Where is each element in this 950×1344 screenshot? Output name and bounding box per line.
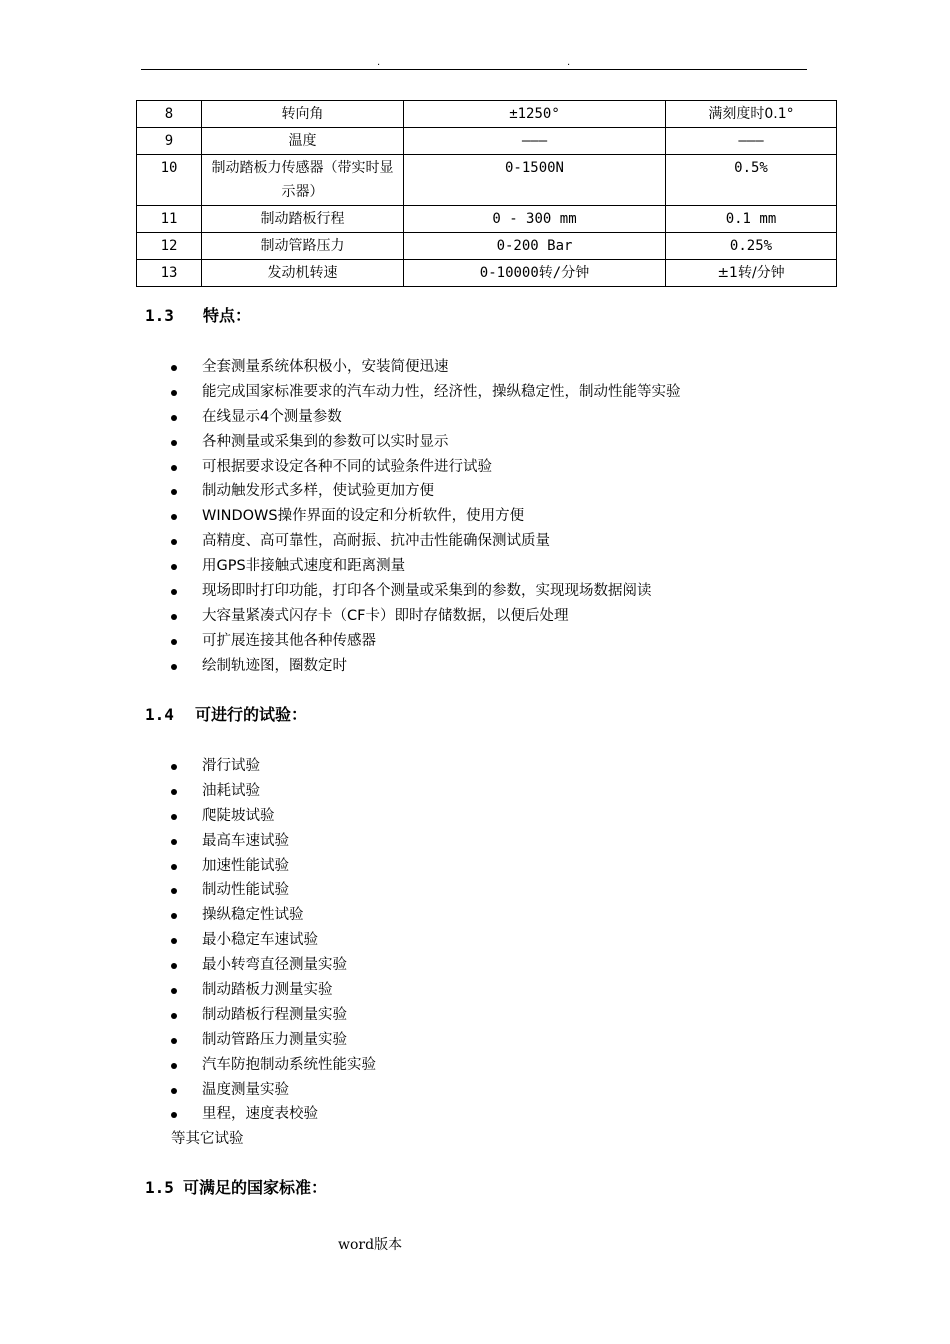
bullet-icon [171,465,177,471]
spec-table [136,100,837,287]
cell-range: ——— [404,128,666,155]
header-mark-left: . [377,57,381,68]
trailing-text: 等其它试验 [171,1131,244,1147]
header-mark-right: . [567,57,571,68]
bullet-icon [171,390,177,396]
cell-no: 11 [137,206,202,233]
bullet-icon [171,589,177,595]
bullet-icon [171,614,177,620]
section-number: 1.3 [145,306,174,325]
section-heading-1-5 [145,1177,327,1199]
bullet-icon [171,1112,177,1118]
bullet-icon [171,539,177,545]
section-number: 1.4 [145,705,174,724]
cell-no: 13 [137,260,202,287]
table-row [137,260,837,287]
bullet-icon [171,489,177,495]
cell-name: 温度 [202,128,404,155]
cell-accuracy: 0.1 mm [666,206,837,233]
bullet-icon [171,1088,177,1094]
bullet-icon [171,639,177,645]
bullet-icon [171,938,177,944]
bullet-icon [171,764,177,770]
table-row [137,206,837,233]
bullet-icon [171,514,177,520]
cell-accuracy: 满刻度时0.1° [666,101,837,128]
bullet-icon [171,839,177,845]
bullet-icon [171,440,177,446]
bullet-icon [171,415,177,421]
bullet-icon [171,888,177,894]
cell-name: 制动踏板行程 [202,206,404,233]
bullet-icon [171,988,177,994]
bullet-icon [171,1013,177,1019]
section-title: 可进行的试验： [195,705,308,724]
cell-name: 制动管路压力 [202,233,404,260]
cell-no: 8 [137,101,202,128]
cell-no: 12 [137,233,202,260]
cell-accuracy: 0.5% [666,155,837,206]
section-heading-1-3 [145,305,251,327]
table-row [137,128,837,155]
cell-name: 制动踏板力传感器（带实时显示器） [202,155,404,206]
bullet-icon [171,814,177,820]
bullet-icon [171,1038,177,1044]
bullet-icon [171,365,177,371]
bullet-icon [171,864,177,870]
cell-range: 0 - 300 mm [404,206,666,233]
bullet-icon [171,1063,177,1069]
section-heading-1-4 [145,704,307,726]
cell-accuracy: 0.25% [666,233,837,260]
section-title: 特点： [203,306,252,325]
cell-name: 转向角 [202,101,404,128]
cell-range: 0-10000转/分钟 [404,260,666,287]
bullet-icon [171,963,177,969]
table-row [137,233,837,260]
cell-range: ±1250° [404,101,666,128]
bullet-icon [171,664,177,670]
cell-no: 10 [137,155,202,206]
section-title: 可满足的国家标准： [183,1178,328,1197]
page-footer: word版本 [338,1237,403,1253]
bullet-icon [171,913,177,919]
table-row [137,101,837,128]
table-row [137,155,837,206]
cell-no: 9 [137,128,202,155]
cell-range: 0-1500N [404,155,666,206]
bullet-icon [171,789,177,795]
header-rule [141,69,807,70]
bullet-icon [171,564,177,570]
section-number: 1.5 [145,1178,174,1197]
cell-name: 发动机转速 [202,260,404,287]
cell-range: 0-200 Bar [404,233,666,260]
cell-accuracy: ——— [666,128,837,155]
cell-accuracy: ±1转/分钟 [666,260,837,287]
